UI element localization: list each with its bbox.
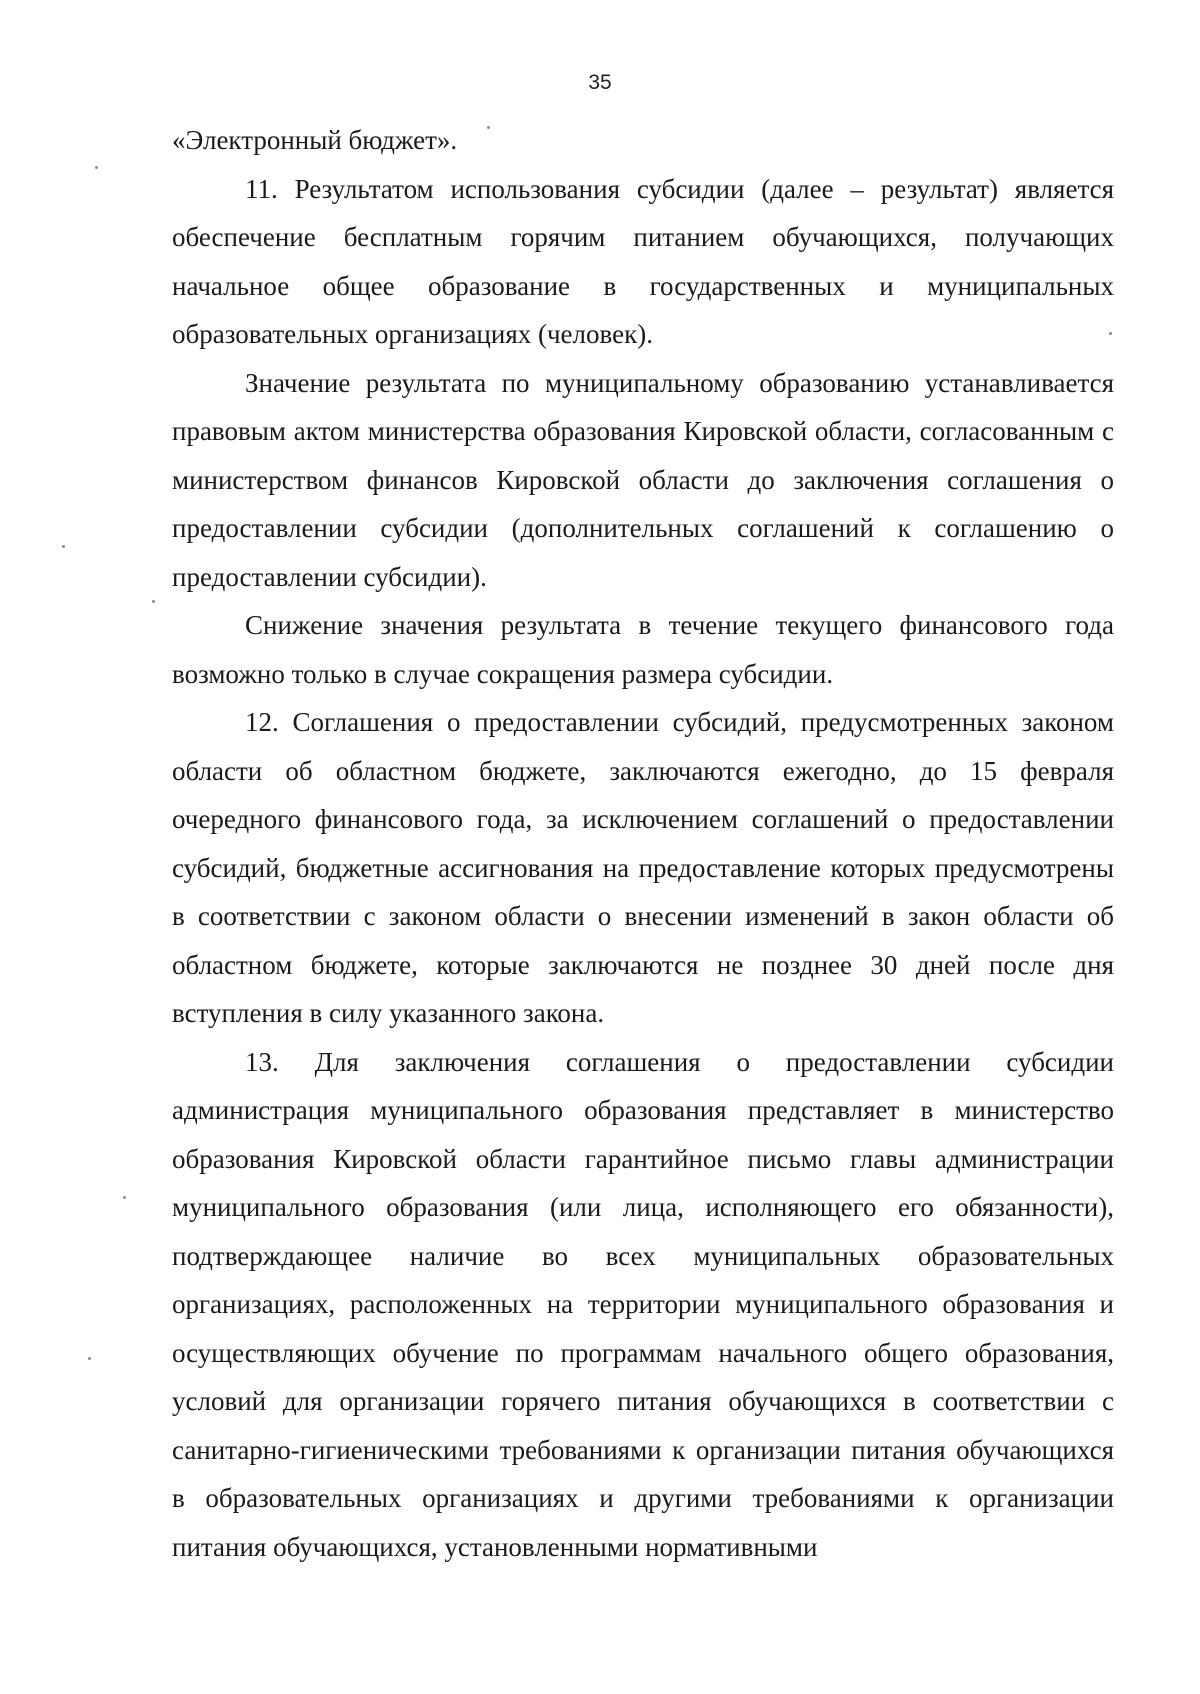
paragraph-result-reduction: Снижение значения результата в течение текущего финансового года возможно только в случае сокращения размера субсидии. (172, 610, 1114, 689)
scan-speck (95, 166, 98, 169)
scan-speck (152, 600, 155, 603)
scan-speck (1109, 332, 1112, 335)
page-number: 35 (588, 71, 612, 94)
scan-speck (123, 1196, 126, 1199)
scan-speck (62, 545, 65, 548)
paragraph-item-12-agreements: 12. Соглашения о предоставлении субсидий, предусмотренных законом области об областном бюджете, заключаются ежегодно, до 15 февраля очередного финансового года, за исключением соглашений о предоставлении субсидий, бюджетные ассигнования на предоставление которых предусмотрены в соответствии с законом области о внесении изменений в закон области об областном бюджете, которые заключаются не позднее 30 дней после дня вступления в силу указанного закона. (172, 707, 1114, 1028)
paragraph-electronic-budget: «Электронный бюджет». (172, 125, 458, 155)
paragraph-item-13-guarantee-letter: 13. Для заключения соглашения о предоставлении субсидии администрация муниципального образования представляет в министерство образования Кировской области гарантийное письмо главы администрации муниципального образования (или лица, исполняющего его обязанности), подтверждающее наличие во всех муниципальных образовательных организациях, расположенных на территории муниципального образования и осуществляющих обучение по программам начального общего образования, условий для организации горячего питания обучающихся в соответствии с санитарно-гигиеническими требованиями к организации питания обучающихся в образовательных организациях и другими требованиями к организации питания обучающихся, установленными нормативными (172, 1046, 1114, 1562)
paragraph-item-11-result: 11. Результатом использования субсидии (далее – результат) является обеспечение бесплатным горячим питанием обучающихся, получающих начальное общее образование в государственных и муниципальных образовательных организациях (человек). (172, 173, 1114, 349)
document-body (172, 116, 1114, 1571)
scan-speck (487, 126, 490, 129)
paragraph-result-value: Значение результата по муниципальному образованию устанавливается правовым актом министерства образования Кировской области, согласованным с министерством финансов Кировской области до заключения соглашения о предоставлении субсидии (дополнительных соглашений к соглашению о предоставлении субсидии). (172, 367, 1114, 592)
scan-speck (88, 1357, 91, 1360)
